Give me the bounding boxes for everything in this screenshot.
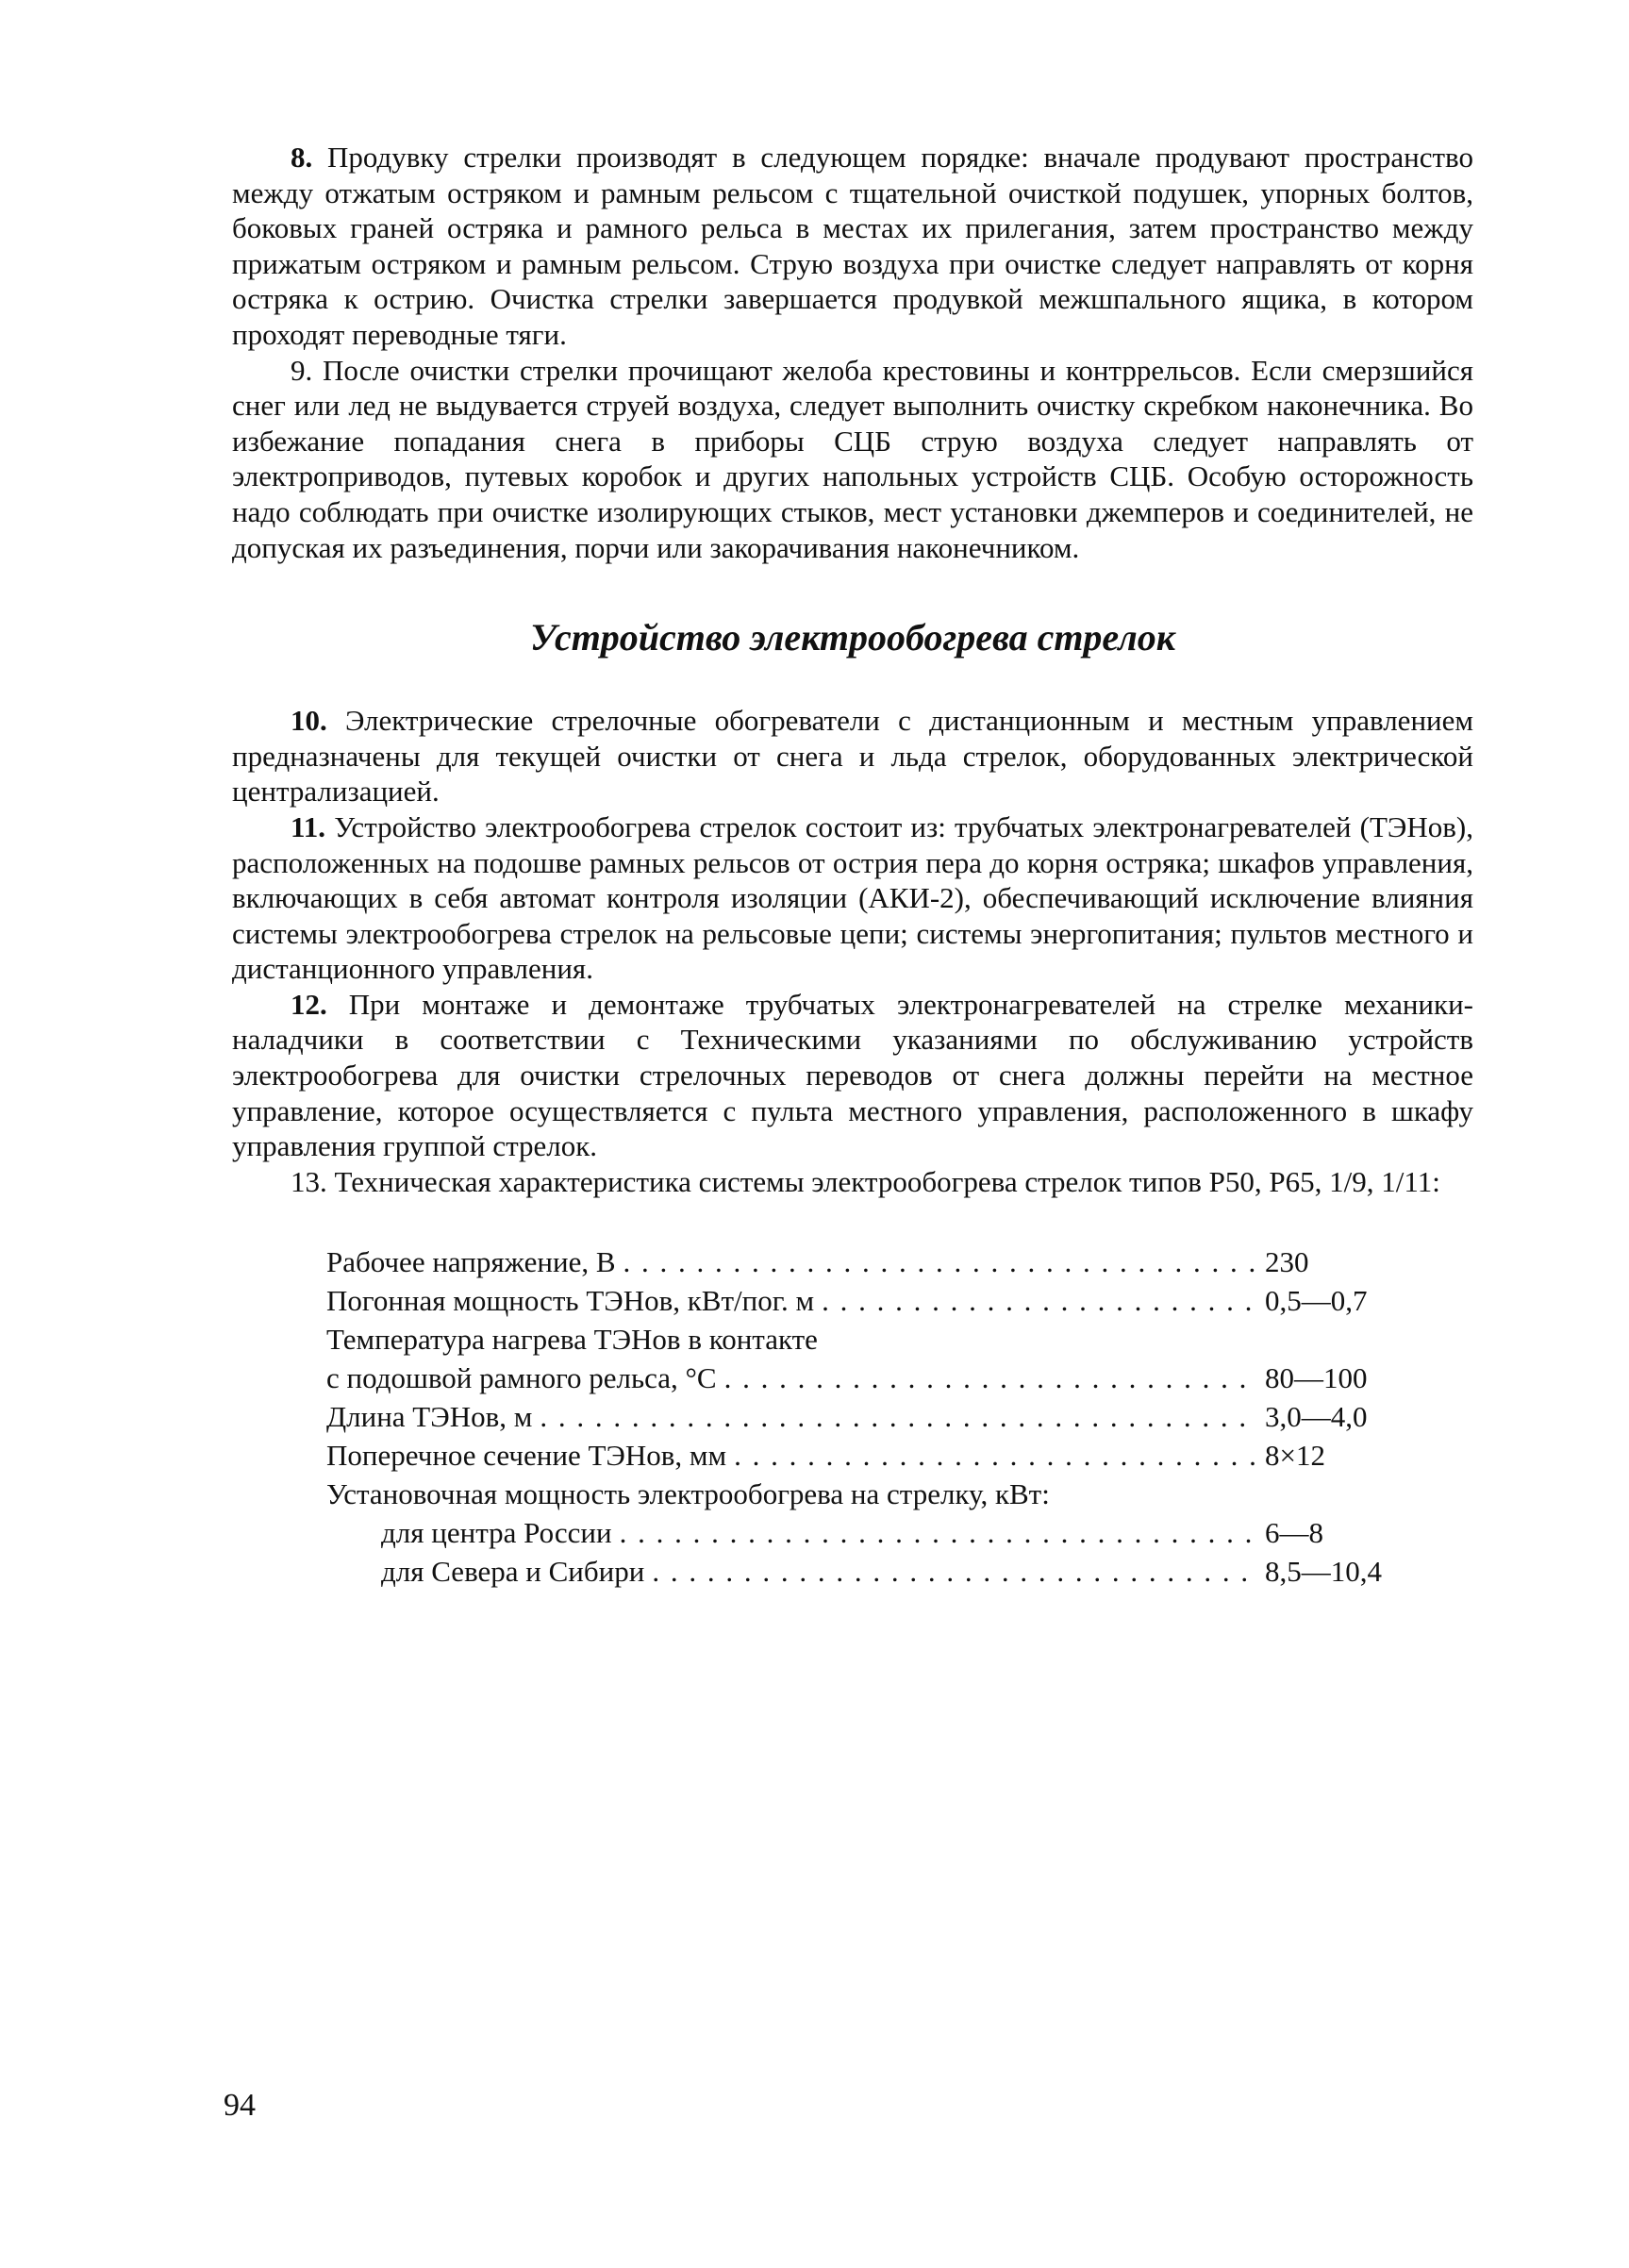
dot-leader	[734, 1436, 1257, 1475]
paragraph-text: Продувку стрелки производят в следующем порядке: вначале продувают пространство между отжатым остряком и рамным рельсом с тщательной очисткой подушек, упорных болтов, боковых граней остряка и рамного рельса в местах их прилегания, затем пространство между прижатым остряком и рамным рельсом. Струю воздуха при очистке следует направлять от корня остряка к острию. Очистка стрелки завершается продувкой межшпального ящика, в котором проходят переводные тяги.	[232, 141, 1473, 351]
spec-label: Рабочее напряжение, В	[326, 1245, 616, 1279]
spec-label: Длина ТЭНов, м	[326, 1400, 533, 1434]
spec-label: для центра России	[381, 1516, 612, 1550]
spec-label: Поперечное сечение ТЭНов, мм	[326, 1439, 727, 1473]
paragraph-text: После очистки стрелки прочищают желоба крестовины и контррельсов. Если смерзшийся снег или лед не выдувается струей воздуха, следует выполнить очистку скребком наконечника. Во избежание попадания снега в приборы СЦБ струю воздуха следует направлять от электроприводов, путевых коробок и других напольных устройств СЦБ. Особую осторожность надо соблюдать при очистке изолирующих стыков, мест установки джемперов и соединителей, не допуская их разъединения, порчи или закорачивания наконечником.	[232, 353, 1473, 564]
dot-leader	[620, 1513, 1257, 1552]
paragraph-13	[232, 1164, 1473, 1200]
dot-leader	[623, 1242, 1257, 1281]
spec-label: для Севера и Сибири	[381, 1555, 645, 1589]
spec-value: 0,5—0,7	[1265, 1284, 1368, 1318]
dot-leader	[652, 1552, 1257, 1591]
spec-row-north	[326, 1552, 1397, 1591]
spec-label: Погонная мощность ТЭНов, кВт/пог. м	[326, 1284, 815, 1318]
spec-value: 8×12	[1265, 1439, 1325, 1473]
spec-value: 8,5—10,4	[1265, 1555, 1382, 1589]
paragraph-text: Устройство электрообогрева стрелок состоит из: трубчатых электронагревателей (ТЭНов), расположенных на подошве рамных рельсов от острия пера до корня остряка; шкафов управления, включающих в себя автомат контроля изоляции (АКИ-2), обеспечивающий исключение влияния системы электрообогрева стрелок на рельсовые цепи; системы энергопитания; пультов местного и дистанционного управления.	[232, 809, 1473, 986]
spec-row-length	[326, 1397, 1397, 1436]
paragraph-text: Техническая характеристика системы электрообогрева стрелок типов Р50, Р65, 1/9, 1/11:	[326, 1164, 1440, 1198]
spec-label: Установочная мощность электрообогрева на стрелку, кВт:	[326, 1477, 1050, 1511]
paragraph-number: 12.	[291, 987, 327, 1021]
dot-leader	[540, 1397, 1257, 1436]
page-number: 94	[224, 2088, 256, 2123]
dot-leader	[822, 1281, 1257, 1320]
spec-row-installed-power-heading	[326, 1475, 1397, 1513]
spec-value: 230	[1265, 1245, 1309, 1279]
spec-table	[326, 1242, 1397, 1591]
spec-row-cross-section	[326, 1436, 1397, 1475]
paragraph-9	[232, 353, 1473, 566]
paragraph-number: 13.	[291, 1164, 327, 1198]
section-heading: Устройство электрообогрева стрелок	[529, 616, 1175, 659]
dot-leader	[724, 1359, 1257, 1397]
paragraph-number: 8.	[291, 141, 313, 174]
spec-row-linear-power	[326, 1281, 1397, 1320]
paragraph-text: При монтаже и демонтаже трубчатых электронагревателей на стрелке механики-наладчики в соответствии с Техническими указаниями по обслуживанию устройств электрообогрева для очистки стрелочных переводов от снега должны перейти на местное управление, которое осуществляется с пульта местного управления, расположенного в шкафу управления группой стрелок.	[232, 987, 1473, 1163]
spec-value: 6—8	[1265, 1516, 1323, 1550]
spec-row-voltage	[326, 1242, 1397, 1281]
paragraph-12	[232, 987, 1473, 1164]
spec-row-temperature-heading	[326, 1320, 1397, 1359]
paragraph-number: 10.	[291, 704, 327, 738]
paragraph-text: Электрические стрелочные обогреватели с дистанционным и местным управлением предназначены для текущей очистки от снега и льда стрелок, оборудованных электрической централизацией.	[232, 704, 1473, 809]
paragraph-10	[232, 703, 1473, 809]
spec-label: с подошвой рамного рельса, °С	[326, 1361, 717, 1395]
document-page	[232, 140, 1473, 1591]
paragraph-number: 9.	[291, 353, 313, 387]
spec-row-center	[326, 1513, 1397, 1552]
paragraph-number: 11.	[291, 809, 326, 843]
paragraph-11	[232, 809, 1473, 987]
spec-label: Температура нагрева ТЭНов в контакте	[326, 1323, 818, 1357]
spec-value: 3,0—4,0	[1265, 1400, 1368, 1434]
paragraph-8	[232, 140, 1473, 353]
spec-row-temperature	[326, 1359, 1397, 1397]
spec-value: 80—100	[1265, 1361, 1368, 1395]
